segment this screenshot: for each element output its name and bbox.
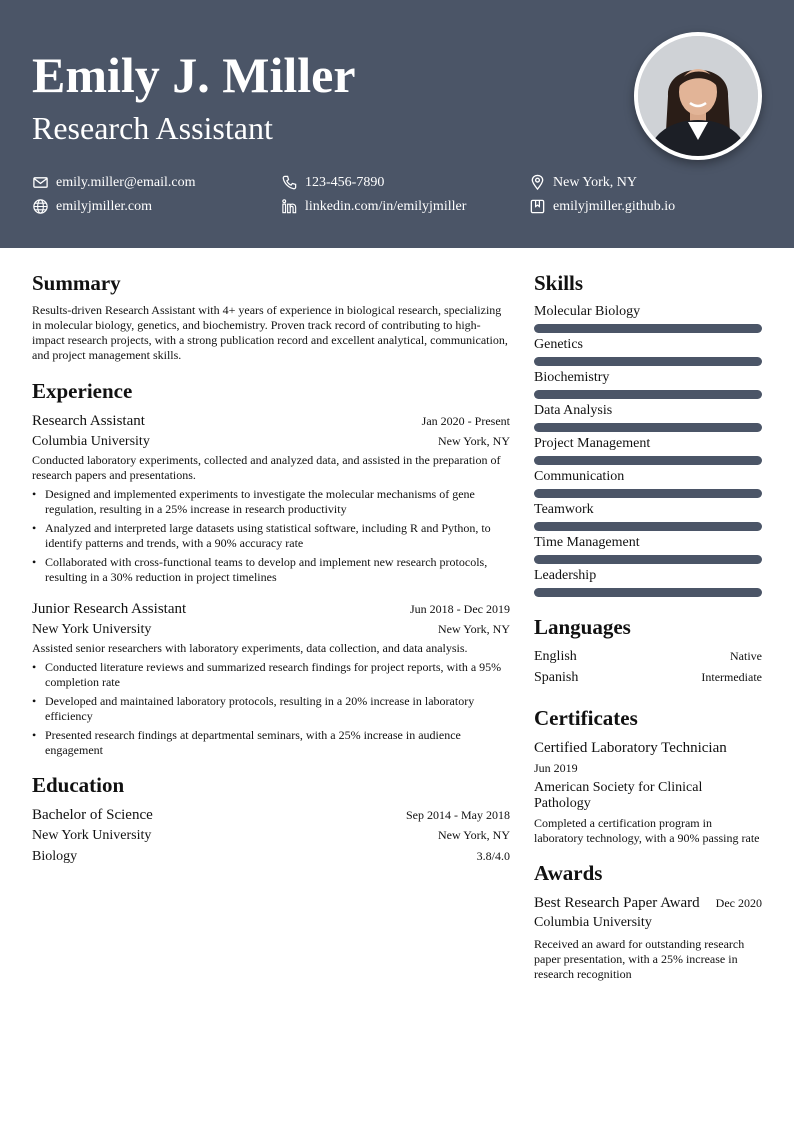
language-row <box>534 668 762 687</box>
language-name: English <box>534 649 577 664</box>
education-heading: Education <box>32 773 125 797</box>
linkedin-icon <box>281 198 298 215</box>
award-name: Best Research Paper Award <box>534 895 700 911</box>
skill-bar <box>534 588 762 597</box>
education-school: New York University <box>32 828 152 843</box>
job-bullets <box>32 660 510 758</box>
summary-heading: Summary <box>32 271 121 295</box>
certificate-name: Certified Laboratory Technician <box>534 740 727 756</box>
skill-bar <box>534 489 762 498</box>
education-major: Biology <box>32 849 78 864</box>
education-gpa: 3.8/4.0 <box>476 849 510 863</box>
contact-location <box>529 174 637 191</box>
contact-github-text[interactable]: emilyjmiller.github.io <box>553 198 676 214</box>
job-organization: Columbia University <box>32 434 150 449</box>
job-location: New York, NY <box>437 434 510 448</box>
skills-section <box>534 270 762 597</box>
certificates-section <box>534 705 762 846</box>
award-description: Received an award for outstanding research paper presentation, with a 25% increase in research recognition <box>534 937 745 981</box>
header-banner <box>0 0 794 248</box>
job-description: Assisted senior researchers with laboratory experiments, data collection, and data analysis. <box>32 641 468 655</box>
candidate-title: Research Assistant <box>32 110 273 146</box>
right-column <box>534 270 762 982</box>
skill-name: Molecular Biology <box>534 304 641 319</box>
avatar <box>634 32 762 160</box>
education-section <box>32 772 510 867</box>
job-organization: New York University <box>32 622 152 637</box>
phone-icon <box>281 174 298 191</box>
education-degree: Bachelor of Science <box>32 807 153 823</box>
location-pin-icon <box>529 174 546 191</box>
education-dates: Sep 2014 - May 2018 <box>406 808 510 822</box>
education-location: New York, NY <box>437 828 510 842</box>
globe-icon <box>32 198 49 215</box>
experience-section <box>32 378 510 758</box>
contact-phone-text[interactable]: 123-456-7890 <box>305 174 385 190</box>
skills-heading: Skills <box>534 271 584 295</box>
skill-name: Project Management <box>534 436 651 451</box>
mail-icon <box>32 174 49 191</box>
language-row <box>534 647 762 666</box>
list-item: • Analyzed and interpreted large datasets using statistical software, including R and Python, to identify patterns and trends, with a 90% accuracy rate <box>32 521 510 551</box>
skill-name: Genetics <box>534 337 583 352</box>
job-dates: Jan 2020 - Present <box>421 414 510 428</box>
skill-name: Biochemistry <box>534 370 610 385</box>
contact-website[interactable] <box>32 198 152 215</box>
skill-name: Data Analysis <box>534 403 613 418</box>
summary-section <box>32 270 510 363</box>
award-date: Dec 2020 <box>715 896 762 910</box>
languages-section <box>534 614 762 687</box>
job-entry <box>32 411 510 585</box>
list-item: • Conducted literature reviews and summarized research findings for project reports, with a 95% completion rate <box>32 660 510 690</box>
bookmark-icon <box>529 198 546 215</box>
skill-bar <box>534 390 762 399</box>
skill-name: Communication <box>534 469 625 484</box>
contact-github[interactable] <box>529 198 675 215</box>
contact-website-text[interactable]: emilyjmiller.com <box>56 198 153 214</box>
job-role: Junior Research Assistant <box>32 601 187 617</box>
skill-bar <box>534 423 762 432</box>
experience-heading: Experience <box>32 379 133 403</box>
list-item: • Collaborated with cross-functional teams to develop and implement new research protocols, resulting in a 30% reduction in project timelines <box>32 555 510 585</box>
awards-heading: Awards <box>534 861 603 885</box>
list-item: • Developed and maintained laboratory protocols, resulting in a 20% increase in laboratory efficiency <box>32 694 510 724</box>
contact-phone[interactable] <box>281 174 384 191</box>
awards-section <box>534 860 762 982</box>
certificate-date: Jun 2019 <box>534 761 578 775</box>
certificate-description: Completed a certification program in laboratory technology, with a 90% passing rate <box>534 816 760 845</box>
certificate-issuer: American Society for Clinical Pathology <box>534 780 703 811</box>
language-level: Intermediate <box>701 670 762 684</box>
contact-location-text: New York, NY <box>553 174 638 190</box>
skill-bar <box>534 324 762 333</box>
language-level: Native <box>730 649 762 663</box>
certificates-heading: Certificates <box>534 706 638 730</box>
skill-bar <box>534 456 762 465</box>
contact-linkedin-text[interactable]: linkedin.com/in/emilyjmiller <box>305 198 467 214</box>
profile-photo-icon <box>638 36 758 156</box>
contact-email[interactable] <box>32 174 196 191</box>
skill-name: Leadership <box>534 568 597 583</box>
skill-name: Time Management <box>534 535 640 550</box>
skill-bar <box>534 555 762 564</box>
contact-email-text[interactable]: emily.miller@email.com <box>56 174 196 190</box>
languages-heading: Languages <box>534 615 631 639</box>
skill-bar <box>534 522 762 531</box>
job-role: Research Assistant <box>32 413 145 429</box>
award-organization: Columbia University <box>534 915 652 930</box>
job-bullets <box>32 487 510 585</box>
job-location: New York, NY <box>437 622 510 636</box>
list-item: • Presented research findings at departmental seminars, with a 25% increase in audience engagement <box>32 728 510 758</box>
skill-name: Teamwork <box>534 502 594 517</box>
summary-text: Results-driven Research Assistant with 4+ years of experience in biological research, specializing in molecular biology, genetics, and biochemistry. Proven track record of contributing to high-impact research projects, with a strong publication record and excellent analytical, communication, and project management skills. <box>32 303 508 362</box>
job-dates: Jun 2018 - Dec 2019 <box>410 602 510 616</box>
list-item: • Designed and implemented experiments to investigate the molecular mechanisms of gene regulation, resulting in a 25% increase in research productivity <box>32 487 510 517</box>
language-name: Spanish <box>534 670 579 685</box>
left-column <box>32 270 510 867</box>
skill-bar <box>534 357 762 366</box>
job-entry <box>32 599 510 758</box>
job-description: Conducted laboratory experiments, collected and analyzed data, and assisted in the preparation of research papers and presentations. <box>32 453 501 482</box>
candidate-name: Emily J. Miller <box>32 47 356 103</box>
contact-linkedin[interactable] <box>281 198 466 215</box>
